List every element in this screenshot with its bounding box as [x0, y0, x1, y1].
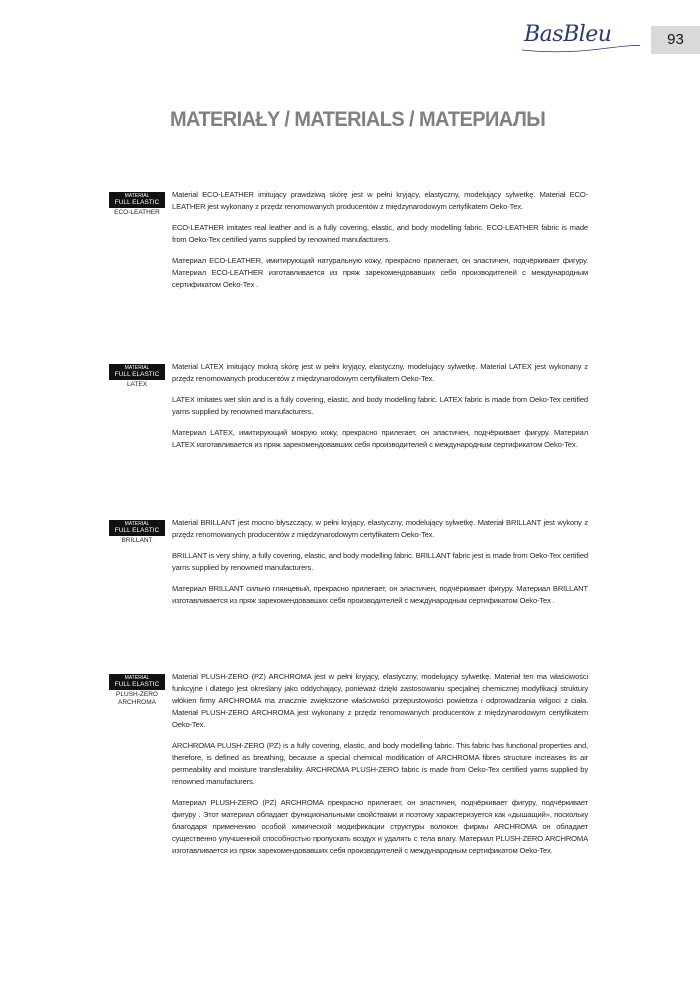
material-tag — [108, 674, 166, 707]
logo-swash-icon — [520, 44, 642, 54]
tag-type: FULL ELASTIC — [114, 527, 160, 534]
paragraph-en: ARCHROMA PLUSH-ZERO (PZ) is a fully covering, elastic, and body modelling fabric. This fabric has functional properties and, therefore, is defined as breathing, because a special chemical modification of ARCHROMA fibres structure increases its air permeability and moisture transferability. ARCHROMA PLUSH-ZERO fabric is made from Oeko-Tex certified yarns supplied by renowned manufacturers. — [172, 741, 588, 786]
page-number: 93 — [651, 26, 700, 54]
paragraph-ru: Материал PLUSH-ZERO (PZ) ARCHROMA прекрасно прилегает, он эластичен, подчёркивает фигуру, подчёркивает фигуру . Этот материал обладает функциональными свойствами и поэтому характеризуется как «дышащий», поскольку благодаря применению особой химической модификации структуры волокон фирмы ARCHROMA он обладает существенно улучшенной способностью пропускать воздух и удалять с тела влагу. Материал PLUSH-ZERO ARCHROMA изготавливается из пряж зарекомендовавших себя производителей с международным сертификатом Oeko-Tex. — [172, 798, 588, 855]
page-header — [0, 0, 700, 60]
material-tag-box — [109, 520, 165, 536]
tag-name: ECO-LEATHER — [114, 209, 160, 216]
paragraph-ru: Материал BRILLANT сильно глянцевый, прекрасно прилегает, он эластичен, подчёркивает фигуру. Материал BRILLANT изготавливается из пряж зарекомендовавших себя производителей с международным сертификатом Oeko-Tex . — [172, 584, 588, 605]
paragraph-pl: Material ECO-LEATHER imitujący prawdziwą skórę jest w pełni kryjący, elastyczny, modelujący sylwetkę. Materiał ECO-LEATHER jest wykonany z przędz renomowanych producentów z międzynarodowym certyfikatem Oeko-Tex. — [172, 190, 588, 211]
paragraph-pl: Material LATEX imitujący mokrą skórę jest w pełni kryjący, elastyczny, modelujący sylwetkę. Materiał LATEX jest wykonany z przędz renomowanych producentów z międzynarodowym certyfikatem Oeko-Tex. — [172, 362, 588, 383]
tag-label: MATERIAL — [124, 521, 150, 527]
material-tag — [108, 520, 166, 545]
paragraph-en: BRILLANT is very shiny, a fully covering, elastic, and body modelling fabric. BRILLANT fabric jest is made from Oeko-Tex certified yarns supplied by renowned manufacturers. — [172, 551, 588, 572]
tag-name: LATEX — [126, 381, 148, 388]
tag-type: FULL ELASTIC — [114, 371, 160, 378]
section-body — [172, 517, 588, 616]
paragraph-en: LATEX imitates wet skin and is a fully covering, elastic, and body modelling fabric. LATEX fabric is made from Oeko-Tex certified yarns supplied by renowned manufacturers. — [172, 395, 588, 416]
section-body — [172, 671, 588, 866]
paragraph-ru: Материал ECO-LEATHER, имитирующий натуральную кожу, прекрасно прилегает, он эластичен, подчёркивает фигуру. Материал ECO-LEATHER изготавливается из пряж зарекомендовавших себя производителей с международным сертификатом Oeko-Tex . — [172, 256, 588, 289]
tag-name: PLUSH-ZERO ARCHROMA — [116, 691, 158, 706]
material-tag — [108, 364, 166, 389]
material-tag-box — [109, 674, 165, 690]
tag-name: BRILLANT — [121, 537, 153, 544]
paragraph-en: ECO-LEATHER imitates real leather and is a fully covering, elastic, and body modelling fabric. ECO-LEATHER fabric is made from Oeko-Tex certified yarns supplied by renowned manufacturers. — [172, 223, 588, 244]
material-tag-box — [109, 364, 165, 380]
section-body — [172, 361, 588, 460]
paragraph-pl: Material PLUSH-ZERO (PZ) ARCHROMA jest w pełni kryjący, elastyczny, modelujący sylwetkę. Materiał ten ma właściwości funkcyjne i dlatego jest określany jako oddychający, ponieważ dzięki zastosowaniu specjalnej chemicznej modyfikacji struktury włókien firmy ARCHROMA ma znacznie zwiększone właściwości przepustowości powietrza i odprowadzania wilgoci z ciała. Materiał PLUSH-ZERO ARCHROMA jest wykonany z przędz renomowanych producentów z międzynarodowym certyfikatem Oeko-Tex. — [172, 672, 588, 729]
material-tag-box — [109, 192, 165, 208]
tag-type: FULL ELASTIC — [114, 199, 160, 206]
brand-logo: BasBleu — [524, 22, 612, 47]
tag-label: MATERIAL — [124, 675, 150, 681]
paragraph-pl: Material BRILLANT jest mocno błyszczący, w pełni kryjący, elastyczny, modelujący sylwetkę. Materiał BRILLANT jest wykony z przędz renomowanych producentów z międzynarodowym certyfikatem Oeko-Tex. — [172, 518, 588, 539]
material-tag — [108, 192, 166, 217]
tag-label: MATERIAL — [124, 193, 150, 199]
tag-label: MATERIAL — [124, 365, 150, 371]
page-title: MATERIAŁY / MATERIALS / МАТЕРИАЛЫ — [170, 108, 546, 131]
paragraph-ru: Материал LATEX, имитирующий мокрую кожу, прекрасно прилегает, он эластичен, подчёркивает фигуру. Материал LATEX изготавливается из пряж зарекомендовавших себя производителей с международным сертификатом Oeko-Tex. — [172, 428, 588, 449]
section-body — [172, 189, 588, 300]
tag-type: FULL ELASTIC — [114, 681, 160, 688]
